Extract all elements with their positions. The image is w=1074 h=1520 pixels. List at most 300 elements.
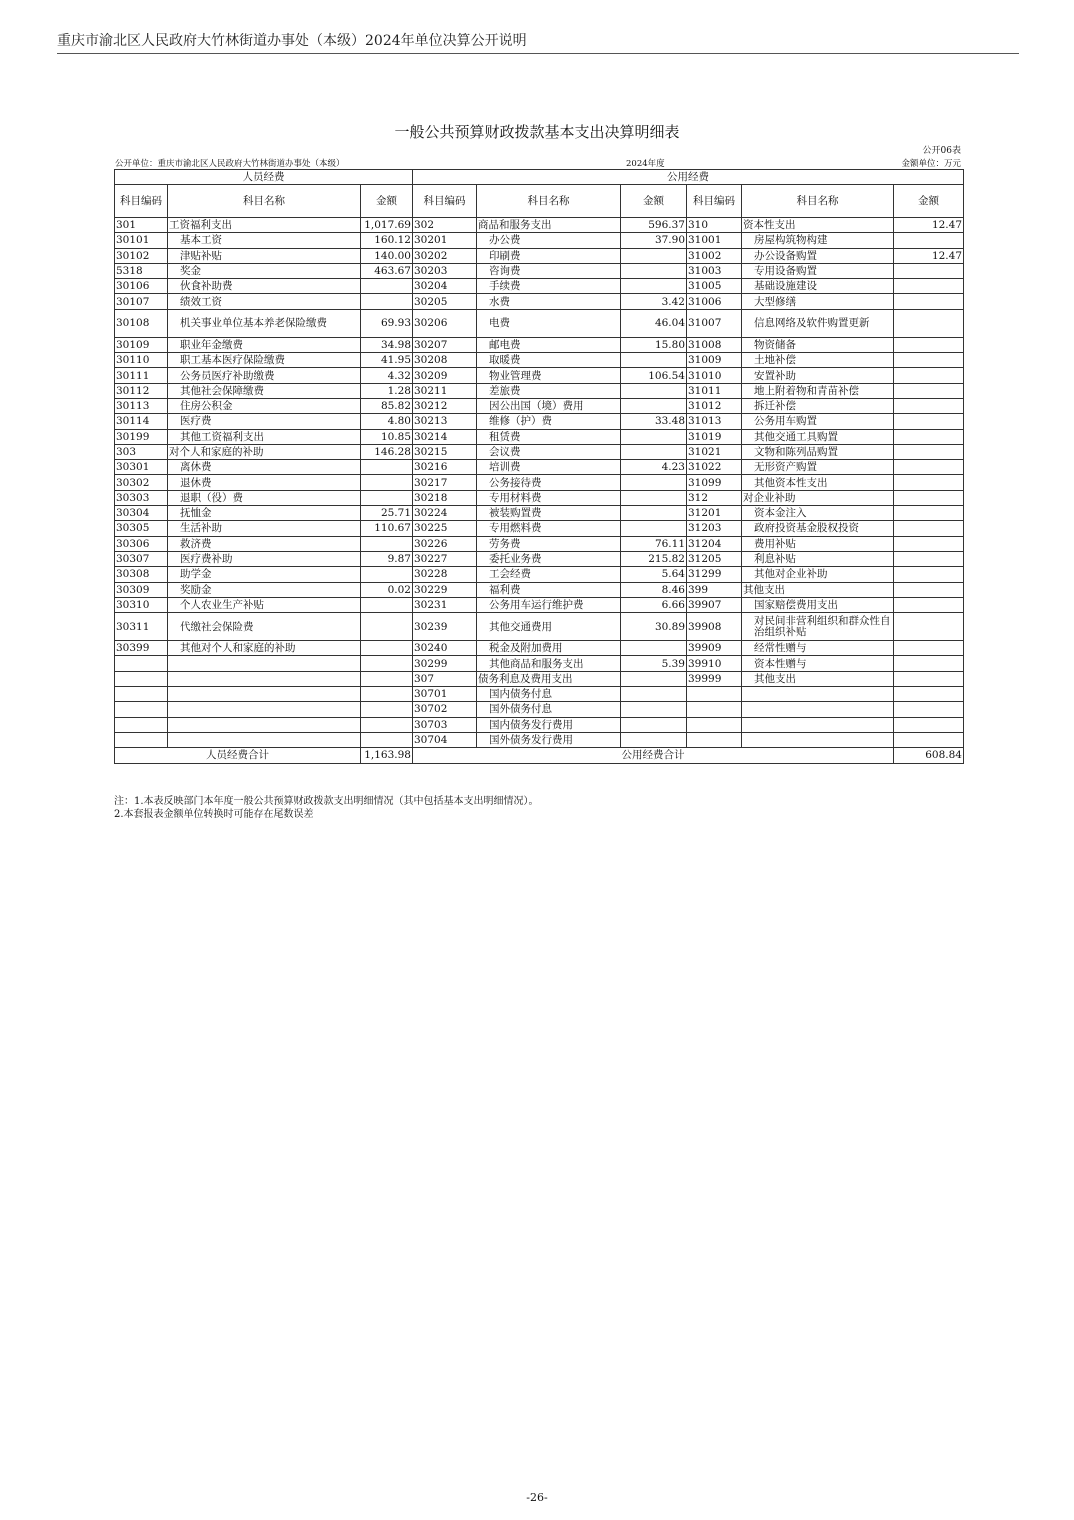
- cell-name: 奖金: [168, 263, 361, 278]
- total-personnel-value: 1,163.98: [361, 748, 413, 763]
- cell-amount: [361, 567, 413, 582]
- cell-amount: [621, 717, 687, 732]
- cell-name: 商品和服务支出: [477, 218, 621, 233]
- cell-code: 30231: [413, 597, 477, 612]
- cell-amount: [621, 641, 687, 656]
- table-row: [115, 490, 964, 505]
- cell-amount: [894, 597, 964, 612]
- cell-code: 31009: [687, 353, 742, 368]
- cell-name: 其他支出: [742, 671, 894, 686]
- cell-name: 伙食补助费: [168, 279, 361, 294]
- cell-name: 对企业补助: [742, 490, 894, 505]
- cell-name: 其他交通工具购置: [742, 429, 894, 444]
- table-row: [115, 248, 964, 263]
- cell-amount: [894, 551, 964, 566]
- col-name-header: 科目名称: [168, 185, 361, 218]
- table-row: [115, 506, 964, 521]
- cell-code: 30207: [413, 337, 477, 352]
- cell-code: 30107: [115, 294, 168, 309]
- cell-code: 31002: [687, 248, 742, 263]
- cell-name: 债务利息及费用支出: [477, 671, 621, 686]
- cell-name: 其他对个人和家庭的补助: [168, 641, 361, 656]
- cell-amount: 10.85: [361, 429, 413, 444]
- cell-code: 30209: [413, 368, 477, 383]
- cell-code: 30224: [413, 506, 477, 521]
- header-divider: [57, 53, 1019, 54]
- cell-code: 31001: [687, 233, 742, 248]
- cell-name: 物业管理费: [477, 368, 621, 383]
- cell-name: 大型修缮: [742, 294, 894, 309]
- cell-amount: 25.71: [361, 506, 413, 521]
- table-row: [115, 309, 964, 337]
- table-row: [115, 717, 964, 732]
- col-name-header: 科目名称: [477, 185, 621, 218]
- money-unit: 金额单位：万元: [901, 159, 961, 169]
- cell-code: 31201: [687, 506, 742, 521]
- cell-name: 其他工资福利支出: [168, 429, 361, 444]
- cell-code: 301: [115, 218, 168, 233]
- cell-code: 303: [115, 444, 168, 459]
- note-line-1: 注：1.本表反映部门本年度一般公共预算财政拨款支出明细情况（其中包括基本支出明细情况）。: [114, 796, 539, 807]
- cell-code: 30304: [115, 506, 168, 521]
- cell-name: 手续费: [477, 279, 621, 294]
- cell-amount: [621, 444, 687, 459]
- cell-name: 救济费: [168, 536, 361, 551]
- cell-code: 30225: [413, 521, 477, 536]
- cell-amount: 4.80: [361, 414, 413, 429]
- cell-name: [168, 671, 361, 686]
- table-row: [115, 368, 964, 383]
- cell-name: 工会经费: [477, 567, 621, 582]
- cell-code: 30108: [115, 309, 168, 337]
- cell-name: 助学金: [168, 567, 361, 582]
- cell-name: 办公费: [477, 233, 621, 248]
- cell-amount: 37.90: [621, 233, 687, 248]
- cell-name: 劳务费: [477, 536, 621, 551]
- cell-amount: [894, 383, 964, 398]
- cell-code: 31010: [687, 368, 742, 383]
- cell-name: [168, 717, 361, 732]
- cell-amount: [621, 383, 687, 398]
- column-header-row: [115, 185, 964, 218]
- cell-name: 经常性赠与: [742, 641, 894, 656]
- cell-amount: [894, 309, 964, 337]
- total-personnel-label: 人员经费合计: [115, 748, 361, 763]
- cell-amount: 5.39: [621, 656, 687, 671]
- cell-amount: [894, 490, 964, 505]
- col-code-header: 科目编码: [413, 185, 477, 218]
- cell-name: 医疗费: [168, 414, 361, 429]
- cell-amount: 1,017.69: [361, 218, 413, 233]
- table-row: [115, 732, 964, 747]
- cell-code: 30215: [413, 444, 477, 459]
- cell-code: 31011: [687, 383, 742, 398]
- cell-code: [115, 732, 168, 747]
- table-row: [115, 536, 964, 551]
- table-row: [115, 551, 964, 566]
- cell-code: 310: [687, 218, 742, 233]
- cell-code: 31008: [687, 337, 742, 352]
- cell-name: 国家赔偿费用支出: [742, 597, 894, 612]
- cell-name: 公务用车购置: [742, 414, 894, 429]
- cell-code: 31019: [687, 429, 742, 444]
- table-body: [115, 218, 964, 748]
- cell-amount: 0.02: [361, 582, 413, 597]
- cell-amount: 215.82: [621, 551, 687, 566]
- cell-name: 办公设备购置: [742, 248, 894, 263]
- reporting-unit: 公开单位：重庆市渝北区人民政府大竹林街道办事处（本级）: [115, 159, 345, 169]
- cell-name: 职工基本医疗保险缴费: [168, 353, 361, 368]
- cell-name: 国外债务付息: [477, 702, 621, 717]
- cell-name: 利息补贴: [742, 551, 894, 566]
- cell-code: [687, 717, 742, 732]
- cell-amount: 6.66: [621, 597, 687, 612]
- cell-code: 30204: [413, 279, 477, 294]
- cell-name: 房屋构筑物构建: [742, 233, 894, 248]
- page-number: -26-: [526, 1491, 548, 1504]
- table-row: [115, 702, 964, 717]
- cell-code: 39999: [687, 671, 742, 686]
- cell-amount: 5.64: [621, 567, 687, 582]
- cell-amount: 463.67: [361, 263, 413, 278]
- col-amount-header: 金额: [361, 185, 413, 218]
- cell-name: 会议费: [477, 444, 621, 459]
- total-public-label: 公用经费合计: [413, 748, 894, 763]
- table-row: [115, 383, 964, 398]
- cell-code: 31005: [687, 279, 742, 294]
- cell-amount: 33.48: [621, 414, 687, 429]
- total-public-value: 608.84: [894, 748, 964, 763]
- cell-name: 安置补助: [742, 368, 894, 383]
- cell-code: 39908: [687, 613, 742, 641]
- cell-code: 30110: [115, 353, 168, 368]
- cell-code: 30228: [413, 567, 477, 582]
- cell-amount: [894, 732, 964, 747]
- cell-code: [115, 717, 168, 732]
- col-amount-header: 金额: [621, 185, 687, 218]
- form-number: 公开06表: [922, 146, 961, 156]
- cell-amount: [894, 687, 964, 702]
- col-code-header: 科目编码: [687, 185, 742, 218]
- cell-name: 取暖费: [477, 353, 621, 368]
- cell-code: 30702: [413, 702, 477, 717]
- cell-amount: [894, 656, 964, 671]
- cell-name: 国内债务发行费用: [477, 717, 621, 732]
- cell-amount: [361, 702, 413, 717]
- cell-name: [742, 732, 894, 747]
- cell-code: 30703: [413, 717, 477, 732]
- cell-amount: 160.12: [361, 233, 413, 248]
- cell-name: 水费: [477, 294, 621, 309]
- cell-name: [168, 656, 361, 671]
- cell-name: 绩效工资: [168, 294, 361, 309]
- cell-code: [687, 687, 742, 702]
- expenditure-table: [114, 169, 964, 764]
- cell-amount: [361, 536, 413, 551]
- table-row: [115, 279, 964, 294]
- cell-amount: [894, 506, 964, 521]
- cell-code: 30203: [413, 263, 477, 278]
- cell-amount: 76.11: [621, 536, 687, 551]
- cell-name: 咨询费: [477, 263, 621, 278]
- cell-name: 维修（护）费: [477, 414, 621, 429]
- cell-amount: [361, 294, 413, 309]
- table-row: [115, 294, 964, 309]
- cell-amount: [621, 263, 687, 278]
- cell-name: 退休费: [168, 475, 361, 490]
- cell-amount: [894, 233, 964, 248]
- cell-amount: [621, 248, 687, 263]
- cell-amount: [894, 582, 964, 597]
- table-row: [115, 263, 964, 278]
- cell-amount: 9.87: [361, 551, 413, 566]
- cell-name: 对民间非营利组织和群众性自治组织补贴: [742, 613, 894, 641]
- cell-code: [115, 702, 168, 717]
- cell-name: 印刷费: [477, 248, 621, 263]
- col-amount-header: 金额: [894, 185, 964, 218]
- cell-amount: [361, 460, 413, 475]
- cell-code: 312: [687, 490, 742, 505]
- cell-code: 31204: [687, 536, 742, 551]
- cell-code: 30216: [413, 460, 477, 475]
- cell-code: 30227: [413, 551, 477, 566]
- cell-name: 公务员医疗补助缴费: [168, 368, 361, 383]
- cell-name: 福利费: [477, 582, 621, 597]
- cell-name: 奖励金: [168, 582, 361, 597]
- table-title: 一般公共预算财政拨款基本支出决算明细表: [394, 123, 680, 141]
- cell-code: 30399: [115, 641, 168, 656]
- cell-name: 培训费: [477, 460, 621, 475]
- table-row: [115, 687, 964, 702]
- table-row: [115, 656, 964, 671]
- cell-code: 30308: [115, 567, 168, 582]
- cell-code: 30206: [413, 309, 477, 337]
- cell-amount: [621, 490, 687, 505]
- cell-code: 30239: [413, 613, 477, 641]
- cell-name: 个人农业生产补贴: [168, 597, 361, 612]
- cell-code: 302: [413, 218, 477, 233]
- cell-name: [168, 732, 361, 747]
- cell-amount: [894, 279, 964, 294]
- cell-name: 地上附着物和青苗补偿: [742, 383, 894, 398]
- cell-amount: 15.80: [621, 337, 687, 352]
- cell-name: [168, 687, 361, 702]
- cell-name: 资本金注入: [742, 506, 894, 521]
- cell-code: [687, 702, 742, 717]
- cell-amount: [621, 687, 687, 702]
- cell-amount: [894, 353, 964, 368]
- cell-name: 其他资本性支出: [742, 475, 894, 490]
- cell-name: 租赁费: [477, 429, 621, 444]
- table-row: [115, 353, 964, 368]
- cell-amount: 146.28: [361, 444, 413, 459]
- cell-name: 基础设施建设: [742, 279, 894, 294]
- cell-name: 物资储备: [742, 337, 894, 352]
- cell-name: 委托业务费: [477, 551, 621, 566]
- cell-name: 无形资产购置: [742, 460, 894, 475]
- table-row: [115, 671, 964, 686]
- cell-code: 30211: [413, 383, 477, 398]
- table-row: [115, 460, 964, 475]
- cell-amount: [894, 475, 964, 490]
- cell-name: 差旅费: [477, 383, 621, 398]
- cell-name: [168, 702, 361, 717]
- cell-code: [115, 656, 168, 671]
- cell-name: 其他支出: [742, 582, 894, 597]
- cell-amount: 110.67: [361, 521, 413, 536]
- header-title: 重庆市渝北区人民政府大竹林街道办事处（本级）2024年单位决算公开说明: [57, 33, 527, 49]
- cell-amount: 46.04: [621, 309, 687, 337]
- cell-amount: 140.00: [361, 248, 413, 263]
- cell-name: 职业年金缴费: [168, 337, 361, 352]
- table-row: [115, 233, 964, 248]
- cell-amount: [361, 671, 413, 686]
- cell-name: 津贴补贴: [168, 248, 361, 263]
- cell-amount: 34.98: [361, 337, 413, 352]
- cell-amount: [621, 671, 687, 686]
- cell-amount: [621, 732, 687, 747]
- table-row: [115, 337, 964, 352]
- cell-amount: [894, 414, 964, 429]
- table-row: [115, 613, 964, 641]
- col-code-header: 科目编码: [115, 185, 168, 218]
- cell-name: 代缴社会保险费: [168, 613, 361, 641]
- cell-code: [115, 671, 168, 686]
- cell-amount: [621, 353, 687, 368]
- cell-code: 30240: [413, 641, 477, 656]
- cell-name: 资本性赠与: [742, 656, 894, 671]
- cell-name: 国内债务付息: [477, 687, 621, 702]
- cell-code: 30310: [115, 597, 168, 612]
- cell-amount: [894, 671, 964, 686]
- cell-amount: 12.47: [894, 218, 964, 233]
- cell-name: 其他社会保障缴费: [168, 383, 361, 398]
- cell-amount: [894, 444, 964, 459]
- cell-name: [742, 687, 894, 702]
- cell-name: 离休费: [168, 460, 361, 475]
- cell-code: 31022: [687, 460, 742, 475]
- cell-amount: [894, 460, 964, 475]
- cell-amount: 596.37: [621, 218, 687, 233]
- cell-name: 基本工资: [168, 233, 361, 248]
- cell-code: 31099: [687, 475, 742, 490]
- cell-amount: 85.82: [361, 398, 413, 413]
- cell-amount: [894, 263, 964, 278]
- cell-amount: [621, 702, 687, 717]
- cell-code: 30208: [413, 353, 477, 368]
- report-year: 2024年度: [626, 159, 665, 169]
- cell-code: 30306: [115, 536, 168, 551]
- cell-amount: [361, 613, 413, 641]
- cell-name: 专用燃料费: [477, 521, 621, 536]
- cell-code: 31007: [687, 309, 742, 337]
- cell-amount: 106.54: [621, 368, 687, 383]
- cell-name: [742, 717, 894, 732]
- note-line-2: 2.本套报表金额单位转换时可能存在尾数误差: [114, 809, 314, 820]
- cell-amount: [361, 717, 413, 732]
- table-row: [115, 429, 964, 444]
- cell-amount: 3.42: [621, 294, 687, 309]
- cell-name: 税金及附加费用: [477, 641, 621, 656]
- cell-name: 被装购置费: [477, 506, 621, 521]
- cell-code: 30213: [413, 414, 477, 429]
- cell-amount: [894, 567, 964, 582]
- table-row: [115, 475, 964, 490]
- cell-amount: [894, 536, 964, 551]
- cell-name: 工资福利支出: [168, 218, 361, 233]
- table-row: [115, 521, 964, 536]
- group-personnel-header: 人员经费: [115, 170, 413, 185]
- cell-code: [687, 732, 742, 747]
- cell-code: 30212: [413, 398, 477, 413]
- cell-code: 30113: [115, 398, 168, 413]
- cell-amount: [621, 279, 687, 294]
- cell-code: 30229: [413, 582, 477, 597]
- cell-name: [742, 702, 894, 717]
- cell-name: 邮电费: [477, 337, 621, 352]
- cell-code: 30111: [115, 368, 168, 383]
- cell-code: 30704: [413, 732, 477, 747]
- cell-code: 30311: [115, 613, 168, 641]
- cell-code: 30302: [115, 475, 168, 490]
- cell-name: 拆迁补偿: [742, 398, 894, 413]
- cell-amount: [621, 398, 687, 413]
- cell-code: 31003: [687, 263, 742, 278]
- cell-amount: [894, 717, 964, 732]
- group-public-header: 公用经费: [413, 170, 964, 185]
- cell-amount: [894, 613, 964, 641]
- cell-amount: [361, 490, 413, 505]
- cell-code: 39909: [687, 641, 742, 656]
- cell-code: 39910: [687, 656, 742, 671]
- cell-code: 30309: [115, 582, 168, 597]
- cell-code: 30202: [413, 248, 477, 263]
- cell-amount: [894, 521, 964, 536]
- cell-name: 其他对企业补助: [742, 567, 894, 582]
- cell-code: 31012: [687, 398, 742, 413]
- cell-amount: [894, 398, 964, 413]
- cell-name: 其他商品和服务支出: [477, 656, 621, 671]
- cell-amount: [621, 475, 687, 490]
- col-name-header: 科目名称: [742, 185, 894, 218]
- cell-name: 医疗费补助: [168, 551, 361, 566]
- cell-code: 30201: [413, 233, 477, 248]
- cell-name: 资本性支出: [742, 218, 894, 233]
- cell-amount: [361, 641, 413, 656]
- cell-name: 专用设备购置: [742, 263, 894, 278]
- cell-code: 30226: [413, 536, 477, 551]
- cell-name: 抚恤金: [168, 506, 361, 521]
- cell-name: 土地补偿: [742, 353, 894, 368]
- cell-code: 31205: [687, 551, 742, 566]
- cell-code: 31006: [687, 294, 742, 309]
- cell-code: 30205: [413, 294, 477, 309]
- cell-name: 因公出国（境）费用: [477, 398, 621, 413]
- cell-amount: 41.95: [361, 353, 413, 368]
- cell-name: 生活补助: [168, 521, 361, 536]
- cell-amount: [894, 294, 964, 309]
- cell-amount: [361, 597, 413, 612]
- cell-name: 电费: [477, 309, 621, 337]
- cell-name: 国外债务发行费用: [477, 732, 621, 747]
- cell-amount: 12.47: [894, 248, 964, 263]
- group-header-row: [115, 170, 964, 185]
- cell-code: 31013: [687, 414, 742, 429]
- cell-code: 30101: [115, 233, 168, 248]
- cell-code: 30299: [413, 656, 477, 671]
- cell-code: 31299: [687, 567, 742, 582]
- cell-amount: [361, 687, 413, 702]
